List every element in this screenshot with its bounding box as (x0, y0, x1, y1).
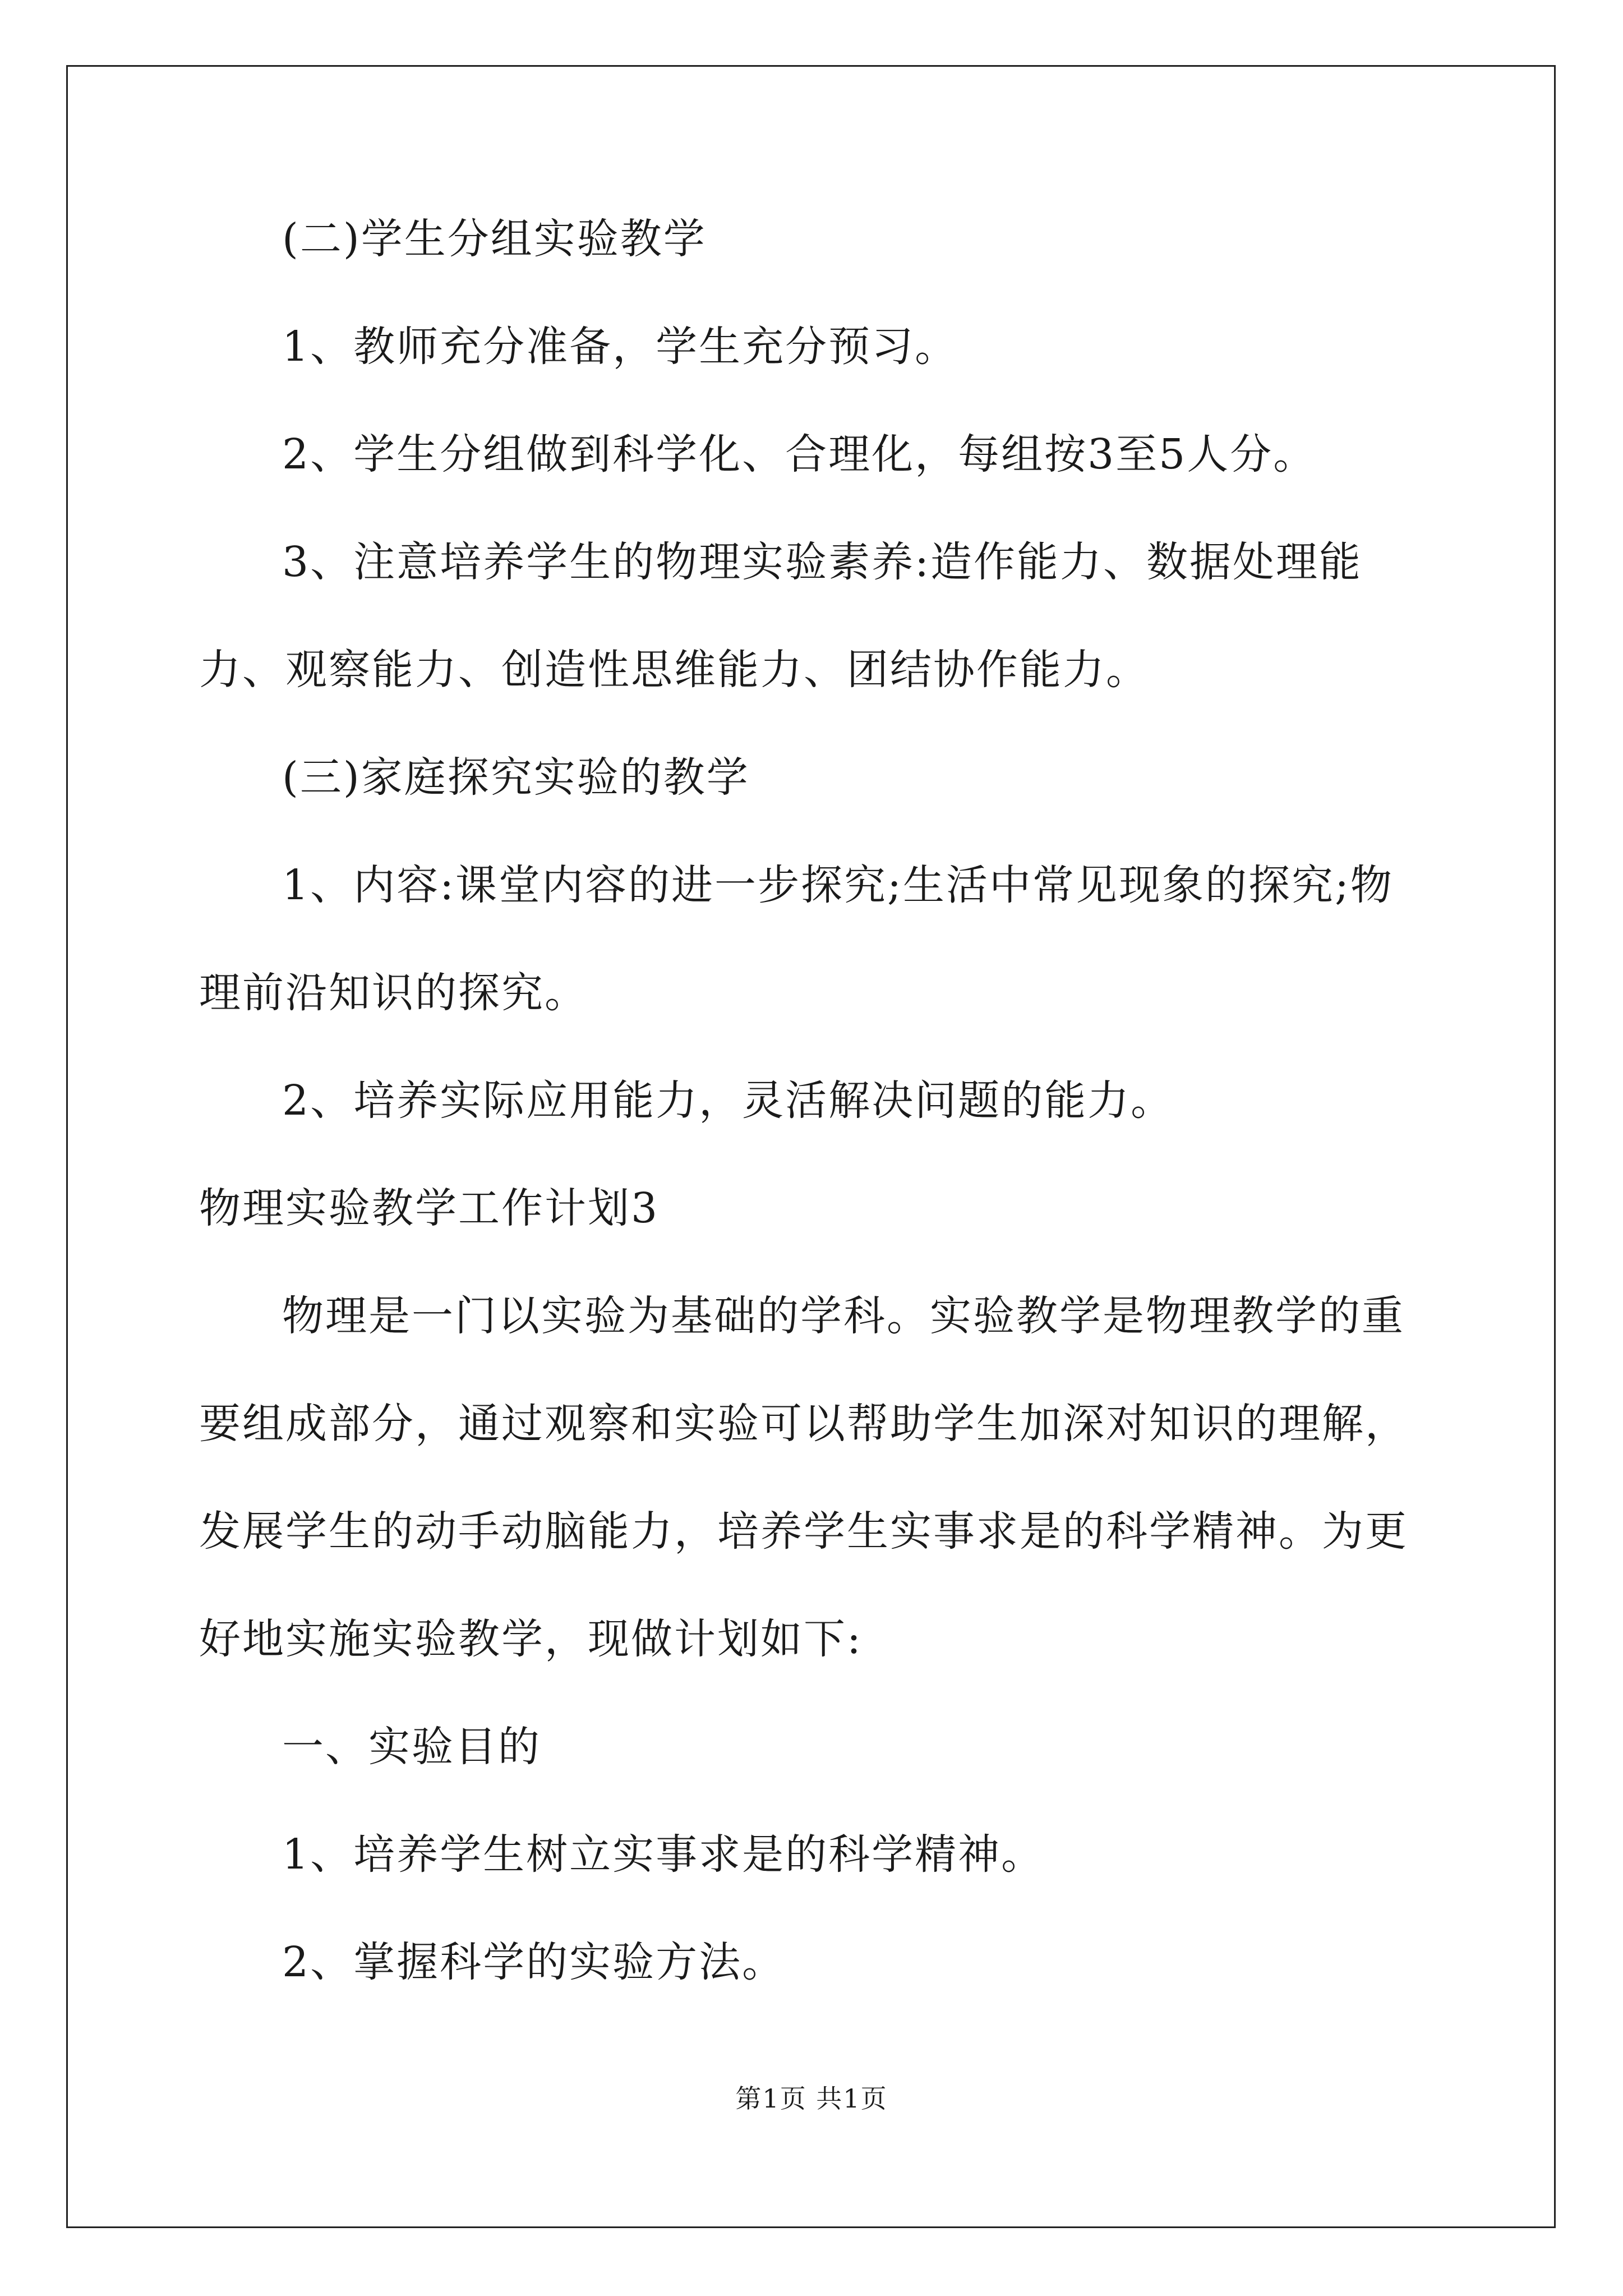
page-footer: 第1页 共1页 (735, 2083, 888, 2114)
section-heading-objectives: 一、实验目的 (282, 1723, 541, 1771)
document-title: 物理实验教学工作计划3 (199, 1184, 660, 1232)
list-item: 2、掌握科学的实验方法。 (282, 1938, 786, 1986)
list-item: 1、培养学生树立实事求是的科学精神。 (282, 1830, 1045, 1879)
list-item: 2、学生分组做到科学化、合理化，每组按3至5人分。 (282, 430, 1317, 478)
section-heading-group-experiment: (二)学生分组实验教学 (282, 215, 707, 263)
list-item: 1、教师充分准备，学生充分预习。 (282, 323, 958, 371)
list-item: 3、注意培养学生的物理实验素养:造作能力、数据处理能力、观察能力、创造性思维能力、团结协作能力。 (199, 538, 1363, 694)
section-heading-home-experiment: (三)家庭探究实验的教学 (282, 753, 750, 802)
intro-paragraph: 物理是一门以实验为基础的学科。实验教学是物理教学的重要组成部分，通过观察和实验可以帮助学生加深对知识的理解，发展学生的动手动脑能力，培养学生实事求是的科学精神。为更好地实施实验教学，现做计划如下: (199, 1292, 1408, 1663)
document-body (199, 185, 1427, 2016)
list-item: 1、内容:课堂内容的进一步探究;生活中常见现象的探究;物理前沿知识的探究。 (199, 861, 1394, 1017)
list-item: 2、培养实际应用能力，灵活解决问题的能力。 (282, 1076, 1174, 1125)
